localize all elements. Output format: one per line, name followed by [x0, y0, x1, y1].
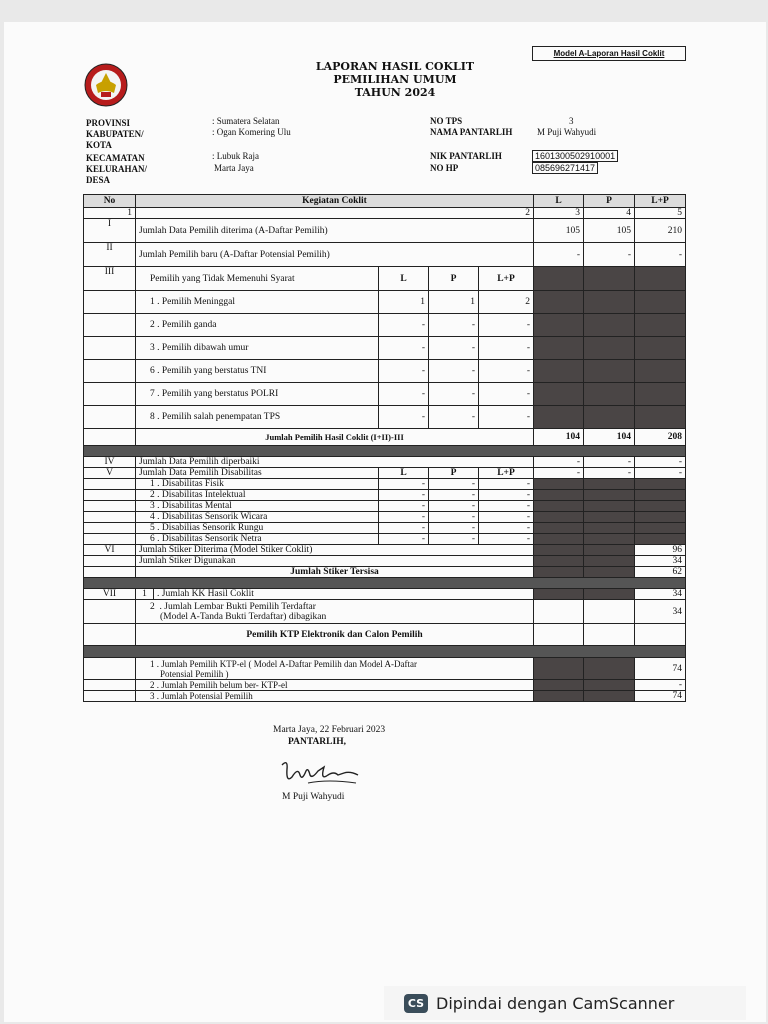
disability-row — [84, 479, 686, 490]
disability-label — [136, 534, 379, 545]
row-lp: - — [635, 243, 686, 267]
shaded-cell — [635, 314, 686, 337]
empty-cell — [84, 556, 136, 567]
sub-lp-header: L+P — [479, 468, 534, 479]
disability-p: - — [429, 490, 479, 501]
row-label: Jumlah Data Pemilih diperbaiki — [136, 457, 534, 468]
row-lp: 34 — [635, 556, 686, 567]
row-lp: - — [635, 457, 686, 468]
tms-p: - — [429, 360, 479, 383]
tms-text: . Pemilih dibawah umur — [154, 343, 249, 353]
shaded-cell — [584, 545, 635, 556]
camscanner-text: Dipindai dengan CamScanner — [436, 993, 675, 1013]
col-lp-header: L+P — [635, 195, 686, 208]
row-l: - — [534, 243, 584, 267]
col-num-5: 5 — [635, 208, 686, 219]
shaded-cell — [635, 267, 686, 291]
title-line-3: TAHUN 2024 — [354, 86, 436, 99]
tms-row — [84, 314, 686, 337]
tms-row — [84, 383, 686, 406]
disability-l: - — [379, 490, 429, 501]
col-no-header: No — [84, 195, 136, 208]
sub-lp-header: L+P — [479, 267, 534, 291]
shaded-cell — [584, 490, 635, 501]
empty-cell — [84, 479, 136, 490]
tms-p: - — [429, 406, 479, 429]
ktp-row — [84, 680, 686, 691]
disability-l: - — [379, 512, 429, 523]
disability-text: . Disabilitas Sensorik Wicara — [154, 512, 268, 522]
row-no: I — [84, 219, 136, 243]
ktp-label-line-2: Potensial Pemilih ) — [160, 668, 229, 679]
disability-number: 6 — [150, 534, 155, 544]
row-sub-no: 2 — [150, 601, 155, 612]
row-label: Pemilih yang Tidak Memenuhi Syarat — [136, 267, 379, 291]
empty-cell — [84, 512, 136, 523]
row-label: Jumlah Data Pemilih Disabilitas — [136, 468, 379, 479]
shaded-cell — [584, 556, 635, 567]
camscanner-icon: CS — [404, 994, 428, 1013]
place-date: Marta Jaya, 22 Februari 2023 — [273, 725, 386, 735]
shaded-cell — [635, 479, 686, 490]
ktp-section-header: Pemilih KTP Elektronik dan Calon Pemilih — [136, 624, 534, 646]
disability-p: - — [429, 534, 479, 545]
empty-cell — [84, 337, 136, 360]
row-p: - — [584, 457, 635, 468]
disability-p: - — [429, 501, 479, 512]
shaded-cell — [534, 406, 584, 429]
ktp-label — [136, 658, 534, 680]
shaded-cell — [584, 658, 635, 680]
empty-cell — [84, 600, 136, 624]
kota-label: KOTA — [86, 140, 112, 150]
tms-text: . Pemilih Meninggal — [154, 297, 235, 307]
ktp-lp: 74 — [635, 691, 686, 702]
kecamatan-label: KECAMATAN — [86, 153, 145, 163]
row-label-line-2: (Model A-Tanda Bukti Terdaftar) dibagikan — [160, 611, 327, 622]
ktp-lp: 74 — [635, 658, 686, 680]
tms-label — [136, 291, 379, 314]
disability-text: . Disabilias Sensorik Rungu — [154, 523, 264, 533]
shaded-cell — [534, 512, 584, 523]
disability-number: 2 — [150, 490, 155, 500]
tms-lp: - — [479, 406, 534, 429]
tms-number: 8 — [150, 412, 155, 422]
disability-lp: - — [479, 490, 534, 501]
shaded-cell — [534, 567, 584, 578]
ktp-row — [84, 658, 686, 680]
disability-label — [136, 501, 379, 512]
row-lp: 34 — [635, 600, 686, 624]
shaded-cell — [584, 589, 635, 600]
provinsi-label: PROVINSI — [86, 118, 131, 128]
tms-lp: - — [479, 314, 534, 337]
tms-number: 1 — [150, 297, 155, 307]
shaded-cell — [635, 512, 686, 523]
tms-p: 1 — [429, 291, 479, 314]
shaded-cell — [534, 545, 584, 556]
tms-p: - — [429, 337, 479, 360]
shaded-cell — [584, 534, 635, 545]
signer-role: PANTARLIH, — [288, 737, 346, 747]
empty-cell — [84, 691, 136, 702]
kelurahan-value: Marta Jaya — [214, 163, 254, 173]
disability-lp: - — [479, 512, 534, 523]
shaded-cell — [584, 523, 635, 534]
row-p: - — [584, 243, 635, 267]
row-lp: 62 — [635, 567, 686, 578]
tms-text: . Pemilih yang berstatus POLRI — [154, 389, 279, 399]
disability-l: - — [379, 523, 429, 534]
ktp-lp: - — [635, 680, 686, 691]
disability-p: - — [429, 479, 479, 490]
hp-value: 085696271417 — [532, 162, 598, 174]
model-label: Model A-Laporan Hasil Coklit — [532, 46, 686, 61]
tms-row — [84, 360, 686, 383]
shaded-cell — [584, 314, 635, 337]
row-no: VI — [84, 545, 136, 556]
ktp-text: . Jumlah Pemilih belum ber- KTP-el — [154, 680, 288, 690]
disability-row — [84, 501, 686, 512]
tms-l: - — [379, 406, 429, 429]
disability-lp: - — [479, 523, 534, 534]
ktp-row — [84, 691, 686, 702]
separator-row — [84, 578, 686, 589]
sub-p-header: P — [429, 267, 479, 291]
tms-p: - — [429, 383, 479, 406]
tms-number: 3 — [150, 343, 155, 353]
row-no: V — [84, 468, 136, 479]
shaded-cell — [635, 490, 686, 501]
empty-cell — [84, 658, 136, 680]
camscanner-watermark — [384, 986, 746, 1020]
empty-cell — [584, 600, 635, 624]
ktp-number: 3 — [150, 691, 155, 701]
ktp-label — [136, 691, 534, 702]
shaded-cell — [534, 680, 584, 691]
tms-number: 7 — [150, 389, 155, 399]
row-p: - — [584, 468, 635, 479]
empty-cell — [84, 291, 136, 314]
disability-label — [136, 479, 379, 490]
title-line-1: LAPORAN HASIL COKLIT — [315, 60, 475, 73]
empty-cell — [84, 360, 136, 383]
col-num-4: 4 — [584, 208, 635, 219]
separator-row — [84, 646, 686, 658]
disability-p: - — [429, 512, 479, 523]
row-lp: 210 — [635, 219, 686, 243]
total-lp: 208 — [635, 429, 686, 446]
empty-cell — [84, 314, 136, 337]
disability-l: - — [379, 534, 429, 545]
row-p: 105 — [584, 219, 635, 243]
col-num-2: 2 — [136, 208, 534, 219]
empty-cell — [84, 523, 136, 534]
row-label: Jumlah Stiker Tersisa — [136, 567, 534, 578]
empty-cell — [84, 383, 136, 406]
disability-number: 1 — [150, 479, 155, 489]
shaded-cell — [584, 567, 635, 578]
empty-cell — [84, 501, 136, 512]
empty-cell — [84, 624, 136, 646]
col-l-header: L — [534, 195, 584, 208]
empty-cell — [84, 680, 136, 691]
shaded-cell — [534, 479, 584, 490]
disability-l: - — [379, 479, 429, 490]
shaded-cell — [534, 589, 584, 600]
shaded-cell — [584, 337, 635, 360]
disability-text: . Disabilitas Sensorik Netra — [154, 534, 262, 544]
row-label: Jumlah Stiker Digunakan — [136, 556, 534, 567]
disability-lp: - — [479, 534, 534, 545]
shaded-cell — [534, 383, 584, 406]
tms-number: 2 — [150, 320, 155, 330]
shaded-cell — [534, 523, 584, 534]
row-l: 105 — [534, 219, 584, 243]
tms-row — [84, 337, 686, 360]
kecamatan-value: : Lubuk Raja — [212, 151, 259, 161]
shaded-cell — [534, 360, 584, 383]
row-label: Jumlah Pemilih baru (A-Daftar Potensial Pemilih) — [136, 243, 534, 267]
shaded-cell — [635, 534, 686, 545]
row-label: . Jumlah KK Hasil Coklit — [154, 589, 534, 600]
disability-l: - — [379, 501, 429, 512]
report-title — [260, 60, 530, 99]
shaded-cell — [635, 406, 686, 429]
disability-row — [84, 534, 686, 545]
sub-l-header: L — [379, 468, 429, 479]
tms-row — [84, 406, 686, 429]
shaded-cell — [584, 680, 635, 691]
shaded-cell — [534, 314, 584, 337]
separator-row — [84, 446, 686, 457]
shaded-cell — [534, 534, 584, 545]
empty-cell — [84, 567, 136, 578]
tms-label — [136, 360, 379, 383]
shaded-cell — [635, 383, 686, 406]
shaded-cell — [584, 501, 635, 512]
row-label-line-1: . Jumlah Lembar Bukti Pemilih Terdaftar — [159, 601, 316, 612]
shaded-cell — [584, 691, 635, 702]
provinsi-value: : Sumatera Selatan — [212, 116, 280, 126]
disability-label — [136, 523, 379, 534]
coklit-table — [83, 194, 686, 702]
shaded-cell — [584, 406, 635, 429]
tms-row — [84, 291, 686, 314]
ktp-number: 1 — [150, 658, 155, 669]
shaded-cell — [534, 501, 584, 512]
disability-label — [136, 490, 379, 501]
tms-text: . Pemilih ganda — [154, 320, 217, 330]
row-no: III — [84, 267, 136, 291]
row-l: - — [534, 457, 584, 468]
col-kegiatan-header: Kegiatan Coklit — [136, 195, 534, 208]
empty-cell — [84, 534, 136, 545]
disability-p: - — [429, 523, 479, 534]
row-label: Jumlah Stiker Diterima (Model Stiker Coklit) — [136, 545, 534, 556]
tms-label — [136, 383, 379, 406]
title-line-2: PEMILIHAN UMUM — [333, 73, 457, 86]
disability-lp: - — [479, 501, 534, 512]
shaded-cell — [584, 512, 635, 523]
tms-text: . Pemilih yang berstatus TNI — [154, 366, 267, 376]
tms-text: . Pemilih salah penempatan TPS — [154, 412, 281, 422]
tps-label: NO TPS — [430, 116, 463, 126]
row-l: - — [534, 468, 584, 479]
empty-cell — [534, 600, 584, 624]
kpu-logo — [84, 63, 128, 107]
total-l: 104 — [534, 429, 584, 446]
shaded-cell — [584, 360, 635, 383]
pantarlih-value: M Puji Wahyudi — [537, 127, 597, 137]
row-label: Jumlah Data Pemilih diterima (A-Daftar Pemilih) — [136, 219, 534, 243]
tms-label — [136, 337, 379, 360]
shaded-cell — [534, 267, 584, 291]
tms-l: - — [379, 314, 429, 337]
tms-lp: - — [479, 337, 534, 360]
shaded-cell — [534, 490, 584, 501]
row-no: II — [84, 243, 136, 267]
disability-text: . Disabilitas Mental — [154, 501, 232, 511]
tms-number: 6 — [150, 366, 155, 376]
empty-cell — [584, 624, 635, 646]
ktp-number: 2 — [150, 680, 155, 690]
total-label: Jumlah Pemilih Hasil Coklit (I+II)-III — [136, 429, 534, 446]
pantarlih-label: NAMA PANTARLIH — [430, 127, 513, 137]
disability-row — [84, 512, 686, 523]
tps-value: 3 — [569, 116, 574, 126]
shaded-cell — [584, 479, 635, 490]
tms-l: - — [379, 360, 429, 383]
total-p: 104 — [584, 429, 635, 446]
shaded-cell — [534, 691, 584, 702]
disability-number: 3 — [150, 501, 155, 511]
desa-label: DESA — [86, 175, 111, 185]
sub-l-header: L — [379, 267, 429, 291]
tms-l: - — [379, 337, 429, 360]
col-p-header: P — [584, 195, 635, 208]
tms-lp: - — [479, 360, 534, 383]
tms-label — [136, 314, 379, 337]
nik-value: 1601300502910001 — [532, 150, 618, 162]
empty-cell — [635, 624, 686, 646]
ktp-label-line-1 — [150, 680, 530, 690]
tms-label — [136, 406, 379, 429]
disability-row — [84, 523, 686, 534]
shaded-cell — [584, 291, 635, 314]
tms-lp: 2 — [479, 291, 534, 314]
disability-label — [136, 512, 379, 523]
ktp-text: . Jumlah Potensial Pemilih — [154, 691, 253, 701]
disability-number: 4 — [150, 512, 155, 522]
empty-cell — [84, 429, 136, 446]
row-no: IV — [84, 457, 136, 468]
tms-lp: - — [479, 383, 534, 406]
nik-label: NIK PANTARLIH — [430, 151, 502, 161]
signature — [278, 757, 364, 789]
kabupaten-value: : Ogan Komering Ulu — [212, 127, 291, 137]
shaded-cell — [584, 267, 635, 291]
empty-cell — [534, 624, 584, 646]
signer-name: M Puji Wahyudi — [282, 792, 345, 802]
empty-cell — [84, 490, 136, 501]
shaded-cell — [635, 501, 686, 512]
row-lp: 96 — [635, 545, 686, 556]
disability-text: . Disabilitas Fisik — [154, 479, 224, 489]
shaded-cell — [584, 383, 635, 406]
col-num-3: 3 — [534, 208, 584, 219]
shaded-cell — [635, 291, 686, 314]
row-lp: - — [635, 468, 686, 479]
row-sub-no: 1 — [136, 589, 154, 600]
row-no: VII — [84, 589, 136, 600]
shaded-cell — [534, 658, 584, 680]
shaded-cell — [635, 337, 686, 360]
col-num-1: 1 — [84, 208, 136, 219]
shaded-cell — [534, 556, 584, 567]
ktp-label-line-1 — [150, 691, 530, 701]
shaded-cell — [635, 360, 686, 383]
disability-text: . Disabilitas Intelektual — [154, 490, 246, 500]
sub-p-header: P — [429, 468, 479, 479]
empty-cell — [84, 406, 136, 429]
disability-lp: - — [479, 479, 534, 490]
kabupaten-label: KABUPATEN/ — [86, 129, 144, 139]
tms-l: - — [379, 383, 429, 406]
ktp-text: . Jumlah Pemilih KTP-el ( Model A-Daftar Pemilih dan Model A-Daftar — [154, 658, 417, 669]
ktp-label-line-1 — [150, 659, 530, 669]
shaded-cell — [534, 291, 584, 314]
ktp-label — [136, 680, 534, 691]
shaded-cell — [635, 523, 686, 534]
row-lp: 34 — [635, 589, 686, 600]
row-label — [136, 600, 534, 624]
tms-l: 1 — [379, 291, 429, 314]
disability-row — [84, 490, 686, 501]
shaded-cell — [534, 337, 584, 360]
hp-label: NO HP — [430, 163, 459, 173]
disability-number: 5 — [150, 523, 155, 533]
tms-p: - — [429, 314, 479, 337]
kelurahan-label: KELURAHAN/ — [86, 164, 148, 174]
